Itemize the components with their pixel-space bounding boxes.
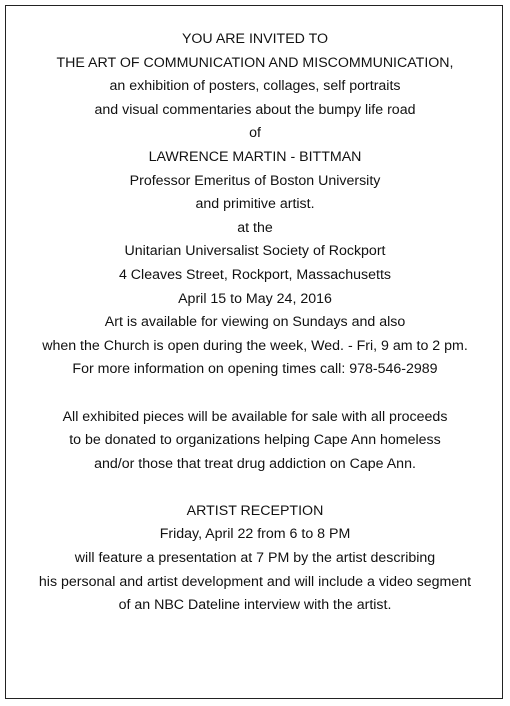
text-line: Professor Emeritus of Boston University <box>129 172 381 189</box>
reception-heading: ARTIST RECEPTION <box>186 502 324 519</box>
artist-name: LAWRENCE MARTIN - BITTMAN <box>148 148 362 165</box>
text-line: of <box>249 125 261 142</box>
invitation-text <box>0 28 510 618</box>
paragraph-gap <box>0 476 510 500</box>
viewing-hours: when the Church is open during the week, Wed. - Fri, 9 am to 2 pm. <box>42 337 468 354</box>
text-line: to be donated to organizations helping Cape Ann homeless <box>69 432 441 449</box>
text-line: Art is available for viewing on Sundays and also <box>104 314 406 331</box>
contact-phone: For more information on opening times call: 978-546-2989 <box>72 361 438 378</box>
text-line: All exhibited pieces will be available for sale with all proceeds <box>62 408 448 425</box>
text-line: his personal and artist development and will include a video segment <box>38 573 472 590</box>
text-line: at the <box>237 219 273 236</box>
exhibition-title: THE ART OF COMMUNICATION AND MISCOMMUNICATION, <box>56 54 454 71</box>
text-line: and/or those that treat drug addiction on Cape Ann. <box>94 455 416 472</box>
exhibition-dates: April 15 to May 24, 2016 <box>178 290 332 307</box>
text-line: will feature a presentation at 7 PM by the artist describing <box>74 550 436 567</box>
reception-time: Friday, April 22 from 6 to 8 PM <box>159 526 351 543</box>
text-line: and primitive artist. <box>195 196 315 213</box>
text-line: and visual commentaries about the bumpy life road <box>94 101 416 118</box>
invite-heading: YOU ARE INVITED TO <box>181 31 329 47</box>
venue-address: 4 Cleaves Street, Rockport, Massachusetts <box>118 266 392 283</box>
text-line: an exhibition of posters, collages, self portraits <box>109 78 401 95</box>
text-line: of an NBC Dateline interview with the artist. <box>118 597 392 614</box>
paragraph-gap <box>0 382 510 406</box>
venue-name: Unitarian Universalist Society of Rockport <box>124 243 386 260</box>
